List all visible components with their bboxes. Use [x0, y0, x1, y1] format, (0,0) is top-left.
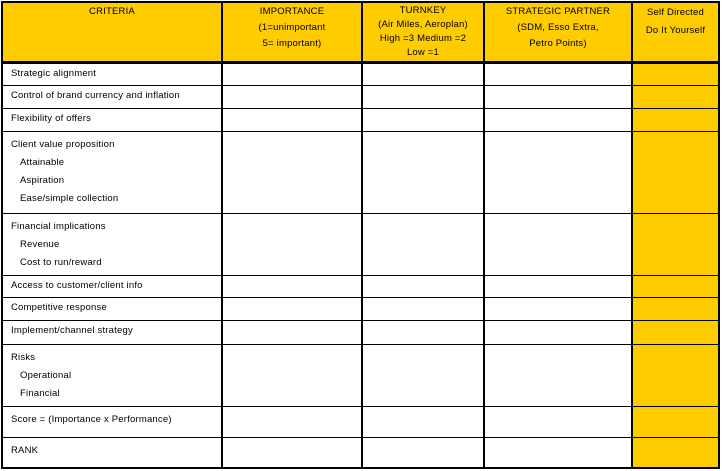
criteria-row [2, 85, 222, 108]
criteria-label: Strategic alignment [11, 68, 97, 79]
self-directed-column [632, 63, 719, 468]
criteria-label: Client value proposition [11, 139, 115, 150]
header-criteria [2, 2, 222, 63]
criteria-row [2, 131, 222, 213]
header-strategic-partner-line-1: STRATEGIC PARTNER [505, 6, 611, 17]
header-turnkey-line-3: High =3 Medium =2 [379, 33, 467, 44]
criteria-row [2, 108, 222, 131]
column-divider [361, 1, 363, 469]
criteria-sub-label: Operational [20, 370, 72, 381]
criteria-label: Financial implications [11, 221, 106, 232]
criteria-label: Control of brand currency and inflation [11, 90, 180, 101]
criteria-label: Competitive response [11, 302, 107, 313]
row-divider [1, 131, 720, 132]
header-self-directed-line-1: Self Directed [647, 7, 704, 18]
header-turnkey-line-2: (Air Miles, Aeroplan) [378, 19, 468, 30]
criteria-label: Flexibility of offers [11, 113, 92, 124]
row-divider [1, 297, 720, 298]
row-divider [1, 406, 720, 407]
header-criteria-label: CRITERIA [89, 6, 135, 17]
header-self-directed-line-2: Do It Yourself [645, 25, 706, 36]
header-importance-line-3: 5= important) [262, 38, 322, 49]
row-divider [1, 213, 720, 214]
criteria-label: Implement/channel strategy [11, 325, 133, 336]
row-divider [1, 275, 720, 276]
criteria-row [2, 320, 222, 344]
header-turnkey-line-1: TURNKEY [399, 5, 447, 16]
criteria-row [2, 213, 222, 275]
criteria-sub-label: Aspiration [20, 175, 65, 186]
header-strategic-partner-line-2: (SDM, Esso Extra, [517, 22, 599, 33]
header-turnkey [362, 2, 484, 63]
criteria-label: Risks [11, 352, 36, 363]
row-divider [1, 85, 720, 86]
column-divider [483, 1, 485, 469]
header-self-directed [632, 2, 719, 63]
criteria-row [2, 406, 222, 437]
criteria-sub-label: Attainable [20, 157, 65, 168]
criteria-sub-label: Ease/simple collection [20, 193, 119, 204]
criteria-label: Access to customer/client info [11, 280, 143, 291]
header-strategic-partner [484, 2, 632, 63]
row-divider [1, 320, 720, 321]
header-strategic-partner-line-3: Petro Points) [529, 38, 587, 49]
header-importance-line-1: IMPORTANCE [259, 6, 325, 17]
row-divider [1, 344, 720, 345]
criteria-row [2, 437, 222, 468]
criteria-label: RANK [11, 445, 39, 456]
header-importance [222, 2, 362, 63]
criteria-sub-label: Cost to run/reward [20, 257, 102, 268]
criteria-label: Score = (Importance x Performance) [11, 414, 172, 425]
criteria-sub-label: Revenue [20, 239, 60, 250]
criteria-row [2, 275, 222, 297]
header-importance-line-2: (1=unimportant [258, 22, 326, 33]
criteria-sub-label: Financial [20, 388, 60, 399]
column-divider [221, 1, 223, 469]
criteria-row [2, 63, 222, 85]
header-turnkey-line-4: Low =1 [406, 47, 440, 58]
table-border-right [718, 1, 720, 469]
column-divider [631, 1, 633, 469]
row-divider [1, 108, 720, 109]
row-divider [1, 437, 720, 438]
criteria-row [2, 297, 222, 320]
criteria-row [2, 344, 222, 406]
table-border-left [1, 1, 3, 469]
